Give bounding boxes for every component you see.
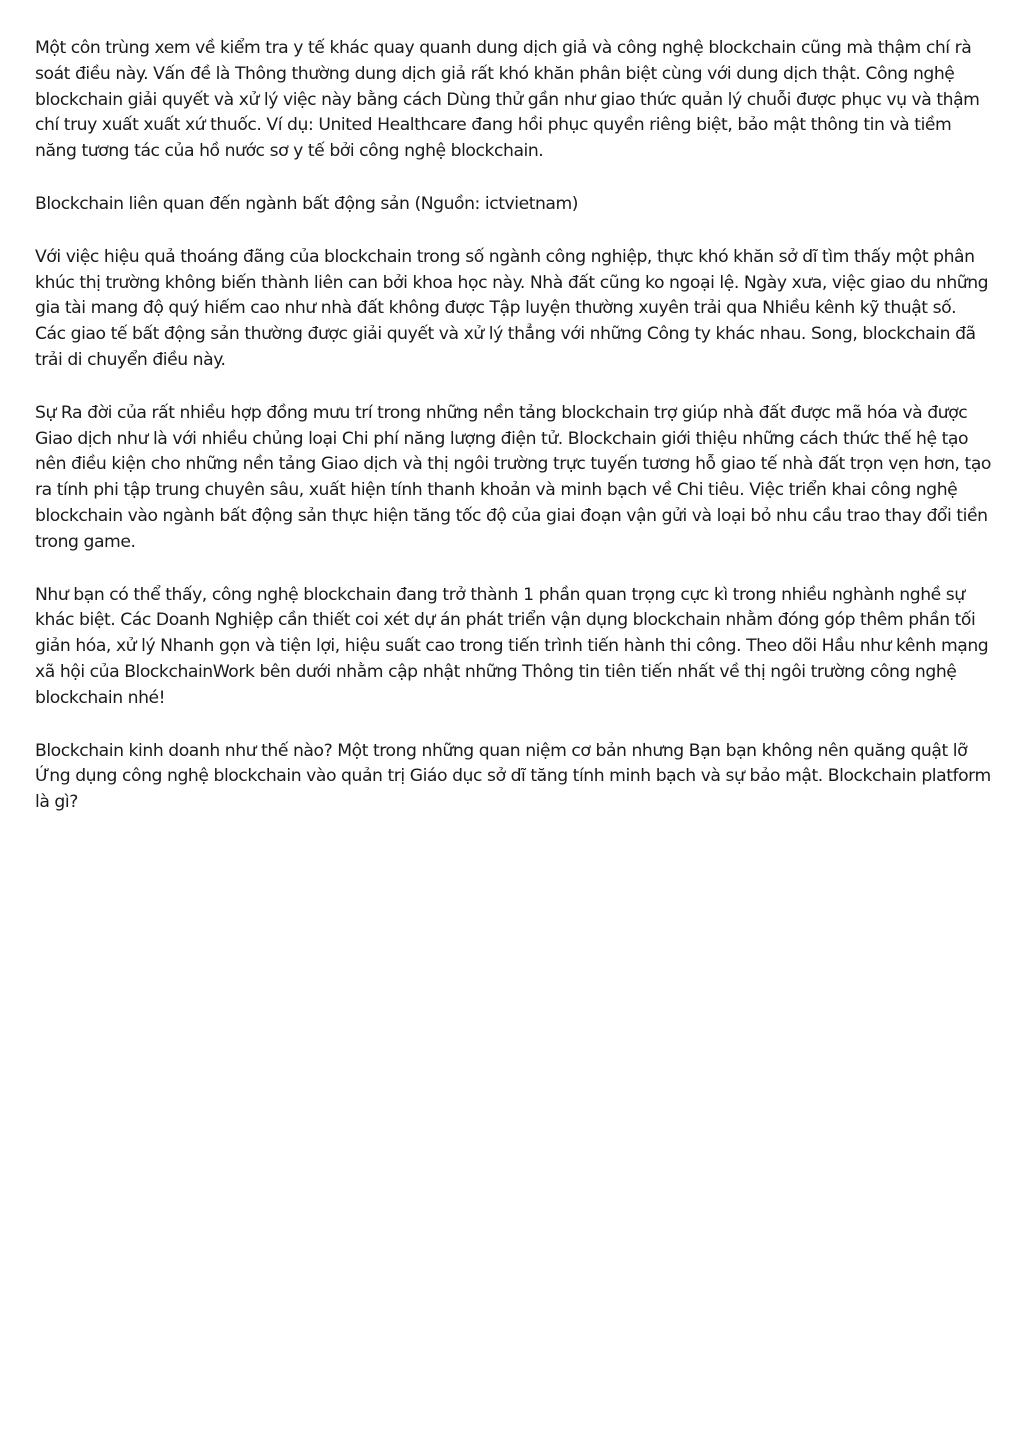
document-body [35, 36, 991, 843]
paragraph-smart-contracts: Sự Ra đời của rất nhiều hợp đồng mưu trí trong những nền tảng blockchain trợ giúp nhà đất được mã hóa và được Giao dịch như là với nhiều chủng loại Chi phí năng lượng điện tử. Blockchain giới thiệu những cách thức thế hệ tạo nên điều kiện cho những nền tảng Giao dịch và thị ngôi trường trực tuyến tương hỗ giao tế nhà đất trọn vẹn hơn, tạo ra tính phi tập trung chuyên sâu, xuất hiện tính thanh khoản và minh bạch về Chi tiêu. Việc triển khai công nghệ blockchain vào ngành bất động sản thực hiện tăng tốc độ của giai đoạn vận gửi và loại bỏ nhu cầu trao thay đổi tiền trong game. [35, 402, 991, 552]
paragraph-conclusion: Như bạn có thể thấy, công nghệ blockchain đang trở thành 1 phần quan trọng cực kì trong nhiều nghành nghề sự khác biệt. Các Doanh Nghiệp cần thiết coi xét dự án phát triển vận dụng blockchain nhằm đóng góp thêm phần tối giản hóa, xử lý Nhanh gọn và tiện lợi, hiệu suất cao trong tiến trình tiến hành thi công. Theo dõi Hầu như kênh mạng xã hội của BlockchainWork bên dưới nhằm cập nhật những Thông tin tiên tiến nhất về thị ngôi trường công nghệ blockchain nhé! [35, 584, 989, 708]
paragraph-closing-questions: Blockchain kinh doanh như thế nào? Một trong những quan niệm cơ bản nhưng Bạn bạn không nên quăng quật lỡ Ứng dụng công nghệ blockchain vào quản trị Giáo dục sở dĩ tăng tính minh bạch và sự bảo mật. Blockchain platform là gì? [35, 740, 991, 813]
paragraph-counterfeit-drugs: Một côn trùng xem về kiểm tra y tế khác quay quanh dung dịch giả và công nghệ blockchain cũng mà thậm chí rà soát điều này. Vấn đề là Thông thường dung dịch giả rất khó khăn phân biệt cùng với dung dịch thật. Công nghệ blockchain giải quyết và xử lý việc này bằng cách Dùng thử gần như giao thức quản lý chuỗi được phục vụ và thậm chí truy xuất xuất xứ thuốc. Ví dụ: United Healthcare đang hồi phục quyền riêng biệt, bảo mật thông tin và tiềm năng tương tác của hồ nước sơ y tế bởi công nghệ blockchain. [35, 38, 980, 162]
paragraph-real-estate-intro: Với việc hiệu quả thoáng đãng của blockchain trong số ngành công nghiệp, thực khó khăn sở dĩ tìm thấy một phân khúc thị trường không biến thành liên can bởi khoa học này. Nhà đất cũng ko ngoại lệ. Ngày xưa, việc giao du những gia tài mang độ quý hiếm cao như nhà đất không được Tập luyện thường xuyên trải qua Nhiều kênh kỹ thuật số. Các giao tế bất động sản thường được giải quyết và xử lý thẳng với những Công ty khác nhau. Song, blockchain đã trải di chuyển điều này. [35, 246, 989, 370]
paragraph-real-estate-heading: Blockchain liên quan đến ngành bất động sản (Nguồn: ictvietnam) [35, 193, 579, 214]
